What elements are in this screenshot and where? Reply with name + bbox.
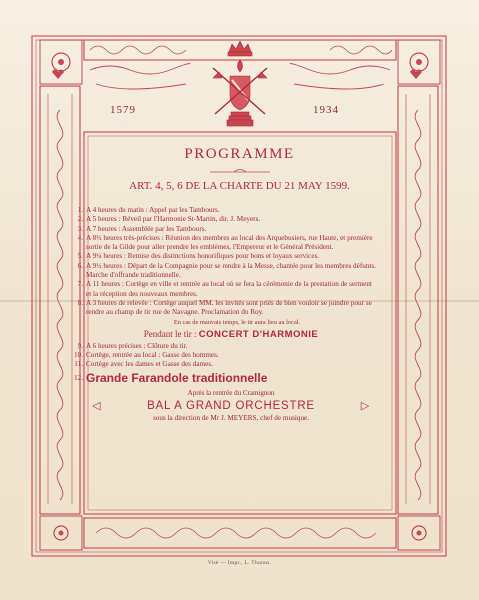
programme-item (74, 350, 376, 360)
item-number: 7. (77, 280, 83, 289)
item-text: A 8½ heures très-précises : Réunion des membres au local des Arquebusiers, rue Haute, et première sortie de la Gilde pour aller prendre les emblèmes, l'Empereur et le Général Président. (86, 233, 373, 252)
item-text: Cortège avec les dames et Gasse des dames. (86, 360, 213, 369)
arrow-right-icon: ▷ (360, 400, 370, 413)
item-number: 12. (74, 374, 83, 383)
bal-title-line (86, 398, 376, 414)
item-text: A 9¼ heures : Remise des distinctions honorifiques pour bons et loyaux services. (86, 252, 320, 261)
concert-label: CONCERT D'HARMONIE (198, 328, 319, 340)
programme-item (77, 224, 376, 234)
bal-title: BAL A GRAND ORCHESTRE (147, 400, 315, 413)
bal-direction: sous la direction de Mr J. MEYERS, chef de musique. (152, 414, 310, 423)
programme-item (77, 261, 377, 281)
item-number: 1. (77, 206, 83, 214)
programme-item (77, 215, 376, 224)
year-right: 1934 (313, 104, 339, 116)
programme-item (77, 341, 376, 351)
programme-item (77, 280, 376, 299)
item-number: 3. (77, 224, 83, 233)
item-number: 4. (77, 233, 83, 242)
item-text: A 9½ heures : Départ de la Compagnie pour se rendre à la Messe, chantée pour les membres défunts. Marche d'offrande traditionnelle. (86, 261, 377, 280)
year-left: 1579 (110, 104, 136, 116)
item-number: 9. (77, 341, 83, 350)
concert-line (86, 327, 376, 342)
item-text: A 11 heures : Cortège en ville et rentrée au local où se fera la cérémonie de la prestation de serment et la réception des nouveaux membres. (86, 280, 372, 298)
programme-list (74, 206, 377, 423)
farandole-item (74, 370, 376, 388)
item-number: 6. (77, 261, 83, 270)
farandole-note: Après la rentrée du Cramignon (187, 389, 275, 398)
item-number: 10. (74, 350, 83, 359)
arrow-left-icon: ◁ (92, 400, 102, 413)
item-text: A 7 heures : Assemblée par les Tambours. (86, 224, 207, 233)
item-text: A 3 heures de relevée : Cortège auquel MM. les invités sont priés de bien vouloir se joindre pour se rendre au champ de tir rue de Navagne. Proclamation du Roy. (86, 298, 372, 317)
rain-note: En cas de mauvais temps, le tir aura lieu au local. (173, 318, 301, 326)
item-text: Cortège, rentrée au local : Gasse des hommes. (86, 350, 219, 359)
page-title: PROGRAMME (184, 146, 295, 162)
item-text: A 5 heures : Réveil par l'Harmonie St-Martin, dir. J. Meyers. (86, 215, 261, 224)
charter-subtitle: ART. 4, 5, 6 DE LA CHARTE DU 21 MAY 1599. (129, 180, 350, 192)
item-number: 2. (77, 215, 83, 224)
programme-item (77, 233, 376, 253)
programme-item (74, 360, 376, 369)
crown-crest-emblem (205, 38, 275, 132)
item-number: 11. (74, 360, 83, 369)
programme-item (77, 298, 376, 318)
printer-credit: Visé — Impr., L. Thunus. (207, 560, 272, 566)
item-number: 8. (77, 298, 83, 307)
item-text: A 4 heures du matin : Appel par les Tambours. (86, 206, 220, 214)
concert-prefix: Pendant le tir : (143, 328, 197, 339)
programme-item (77, 252, 376, 261)
programme-item (77, 206, 376, 215)
item-text: A 6 heures précises : Clôture du tir. (86, 341, 188, 350)
item-number: 5. (77, 252, 83, 261)
farandole-title: Grande Farandole traditionnelle (86, 371, 268, 386)
